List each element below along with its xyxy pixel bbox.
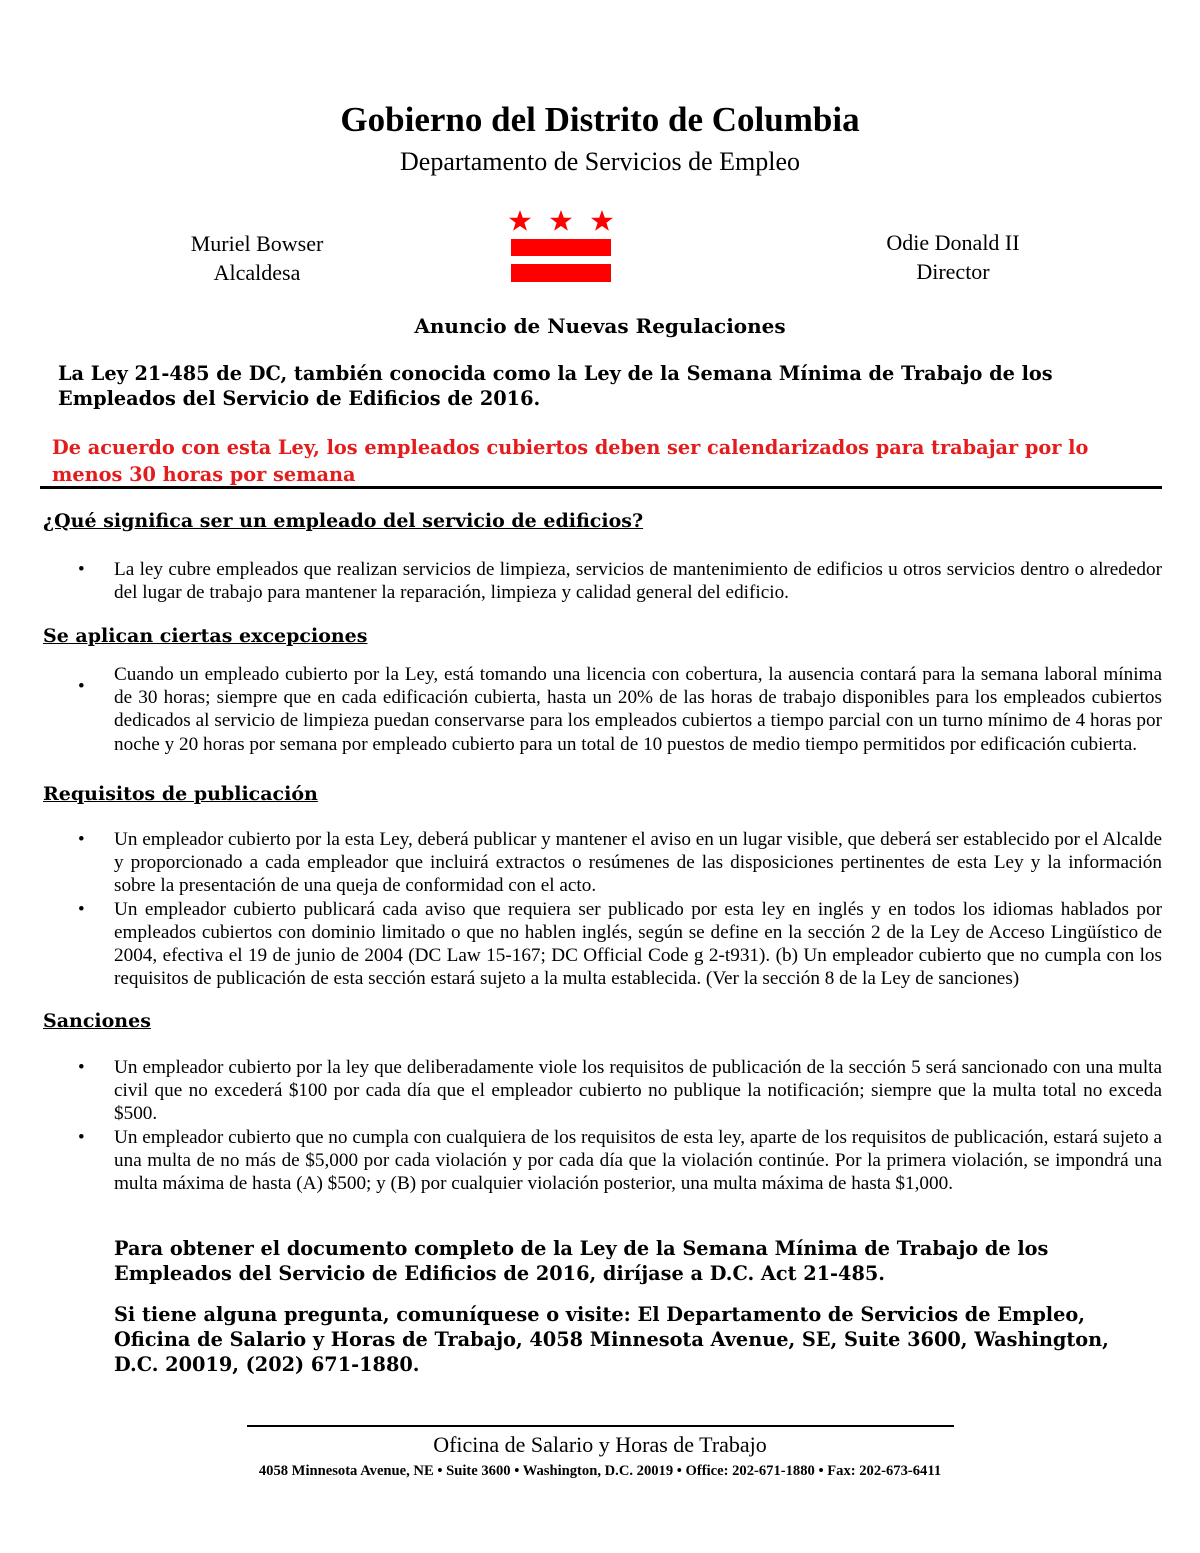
list-item xyxy=(0,558,1200,604)
bullet-icon: • xyxy=(78,1057,85,1078)
dc-flag-icon xyxy=(508,210,614,285)
sanctions-list xyxy=(0,1056,1200,1195)
bullet-icon: • xyxy=(78,829,85,850)
list-item-text: Un empleador cubierto que no cumpla con cualquiera de los requisitos de esta ley, aparte de los requisitos de publicación, estará sujeto a una multa de no más de $5,000 por cada violación y por cada día que la violación continúe. Por la primera violación, se impondrá una multa máxima de hasta (A) $500; y (B) por cualquier violación posterior, una multa máxima de hasta $1,000. xyxy=(114,1126,1162,1195)
mayor-title: Alcaldesa xyxy=(213,260,301,285)
list-item xyxy=(0,663,1200,756)
flag-bar-bottom xyxy=(511,264,611,282)
list-item xyxy=(0,1056,1200,1126)
bullet-icon: • xyxy=(78,559,85,580)
list-item-text: Cuando un empleado cubierto por la Ley, está tomando una licencia con cobertura, la ausencia contará para la semana laboral mínima de 30 horas; siempre que en cada edificación cubierta, hasta un 20% de las horas de trabajo disponibles para los empleados cubiertos dedicados al servicio de limpieza puedan conservarse para los empleados cubiertos a tiempo parcial con un turno mínimo de 4 horas por noche y 20 horas por semana por empleado cubierto para un total de 10 puestos de medio tiempo permitidos por edificación cubierta. xyxy=(114,664,1162,755)
bullet-icon: • xyxy=(78,1126,85,1148)
footer-divider xyxy=(247,1425,954,1427)
flag-star-left xyxy=(509,210,531,231)
exceptions-list xyxy=(0,663,1200,756)
section-heading-sanctions: Sanciones xyxy=(43,1010,151,1032)
announcement-heading: Anuncio de Nuevas Regulaciones xyxy=(414,314,786,338)
section-heading-definition: ¿Qué significa ser un empleado del servicio de edificios? xyxy=(43,510,644,532)
section-heading-exceptions: Se aplican ciertas excepciones xyxy=(43,625,368,647)
director-block xyxy=(853,228,1053,286)
list-item-text: Un empleador cubierto por la esta Ley, deberá publicar y mantener el aviso en un lugar visible, que deberá ser establecido por el Alcalde y proporcionado a cada empleador que incluirá extractos o resúmenes de las disposiciones pertinentes de esta Ley y la información sobre la presentación de una queja de conformidad con el acto. xyxy=(114,829,1162,897)
flag-star-right xyxy=(591,210,613,231)
section-heading-publication: Requisitos de publicación xyxy=(43,783,318,805)
law-intro: La Ley 21-485 de DC, también conocida como la Ley de la Semana Mínima de Trabajo de los Empleados del Servicio de Edificios de 2016. xyxy=(58,362,1053,410)
flag-star-center xyxy=(550,210,572,231)
footer-office-name: Oficina de Salario y Horas de Trabajo xyxy=(433,1432,767,1457)
mayor-block xyxy=(157,229,357,287)
director-name: Odie Donald II xyxy=(886,230,1020,255)
definition-list xyxy=(0,558,1200,604)
list-item xyxy=(0,1126,1200,1196)
bullet-icon: • xyxy=(78,676,85,697)
mayor-name: Muriel Bowser xyxy=(190,231,324,256)
director-title: Director xyxy=(916,259,990,284)
list-item xyxy=(0,828,1200,898)
department-name: Departamento de Servicios de Empleo xyxy=(400,147,800,176)
section-divider xyxy=(40,486,1162,489)
closing-document-note: Para obtener el documento completo de la Ley de la Semana Mínima de Trabajo de los Empleados del Servicio de Edificios de 2016, diríjase a D.C. Act 21-485. xyxy=(114,1237,1049,1285)
footer-address: 4058 Minnesota Avenue, NE • Suite 3600 • Washington, D.C. 20019 • Office: 202-671-1880 • Fax: 202-673-6411 xyxy=(258,1463,942,1479)
list-item-text: Un empleador cubierto publicará cada aviso que requiera ser publicado por esta ley en inglés y en todos los idiomas hablados por empleados cubiertos con dominio limitado o que no hablen inglés, según se define en la sección 2 de la Ley de Acceso Lingüístico de 2004, efectiva el 19 de junio de 2004 (DC Law 15-167; DC Official Code g 2-t931). (b) Un empleador cubierto que no cumpla con los requisitos de publicación de esta sección estará sujeto a la multa establecida. (Ver la sección 8 de la Ley de sanciones) xyxy=(114,898,1162,990)
flag-bar-top xyxy=(511,239,611,256)
list-item xyxy=(0,898,1200,991)
publication-list xyxy=(0,828,1200,990)
bullet-icon: • xyxy=(78,898,85,920)
list-item-text: Un empleador cubierto por la ley que deliberadamente viole los requisitos de publicación de la sección 5 será sancionado con una multa civil que no excederá $100 por cada día que el empleador cubierto no publique la notificación; siempre que la multa total no exceda $500. xyxy=(114,1057,1162,1125)
closing-contact-note: Si tiene alguna pregunta, comuníquese o visite: El Departamento de Servicios de Empleo, Oficina de Salario y Horas de Trabajo, 4058 Minnesota Avenue, SE, Suite 3600, Washington, D.C. 20019, (202) 671-1880. xyxy=(114,1303,1109,1376)
requirement-statement: De acuerdo con esta Ley, los empleados cubiertos deben ser calendarizados para trabajar por lo menos 30 horas por semana xyxy=(52,436,1089,486)
page-title: Gobierno del Distrito de Columbia xyxy=(340,100,860,139)
list-item-text: La ley cubre empleados que realizan servicios de limpieza, servicios de mantenimiento de edificios u otros servicios dentro o alrededor del lugar de trabajo para mantener la reparación, limpieza y calidad general del edificio. xyxy=(114,559,1162,604)
